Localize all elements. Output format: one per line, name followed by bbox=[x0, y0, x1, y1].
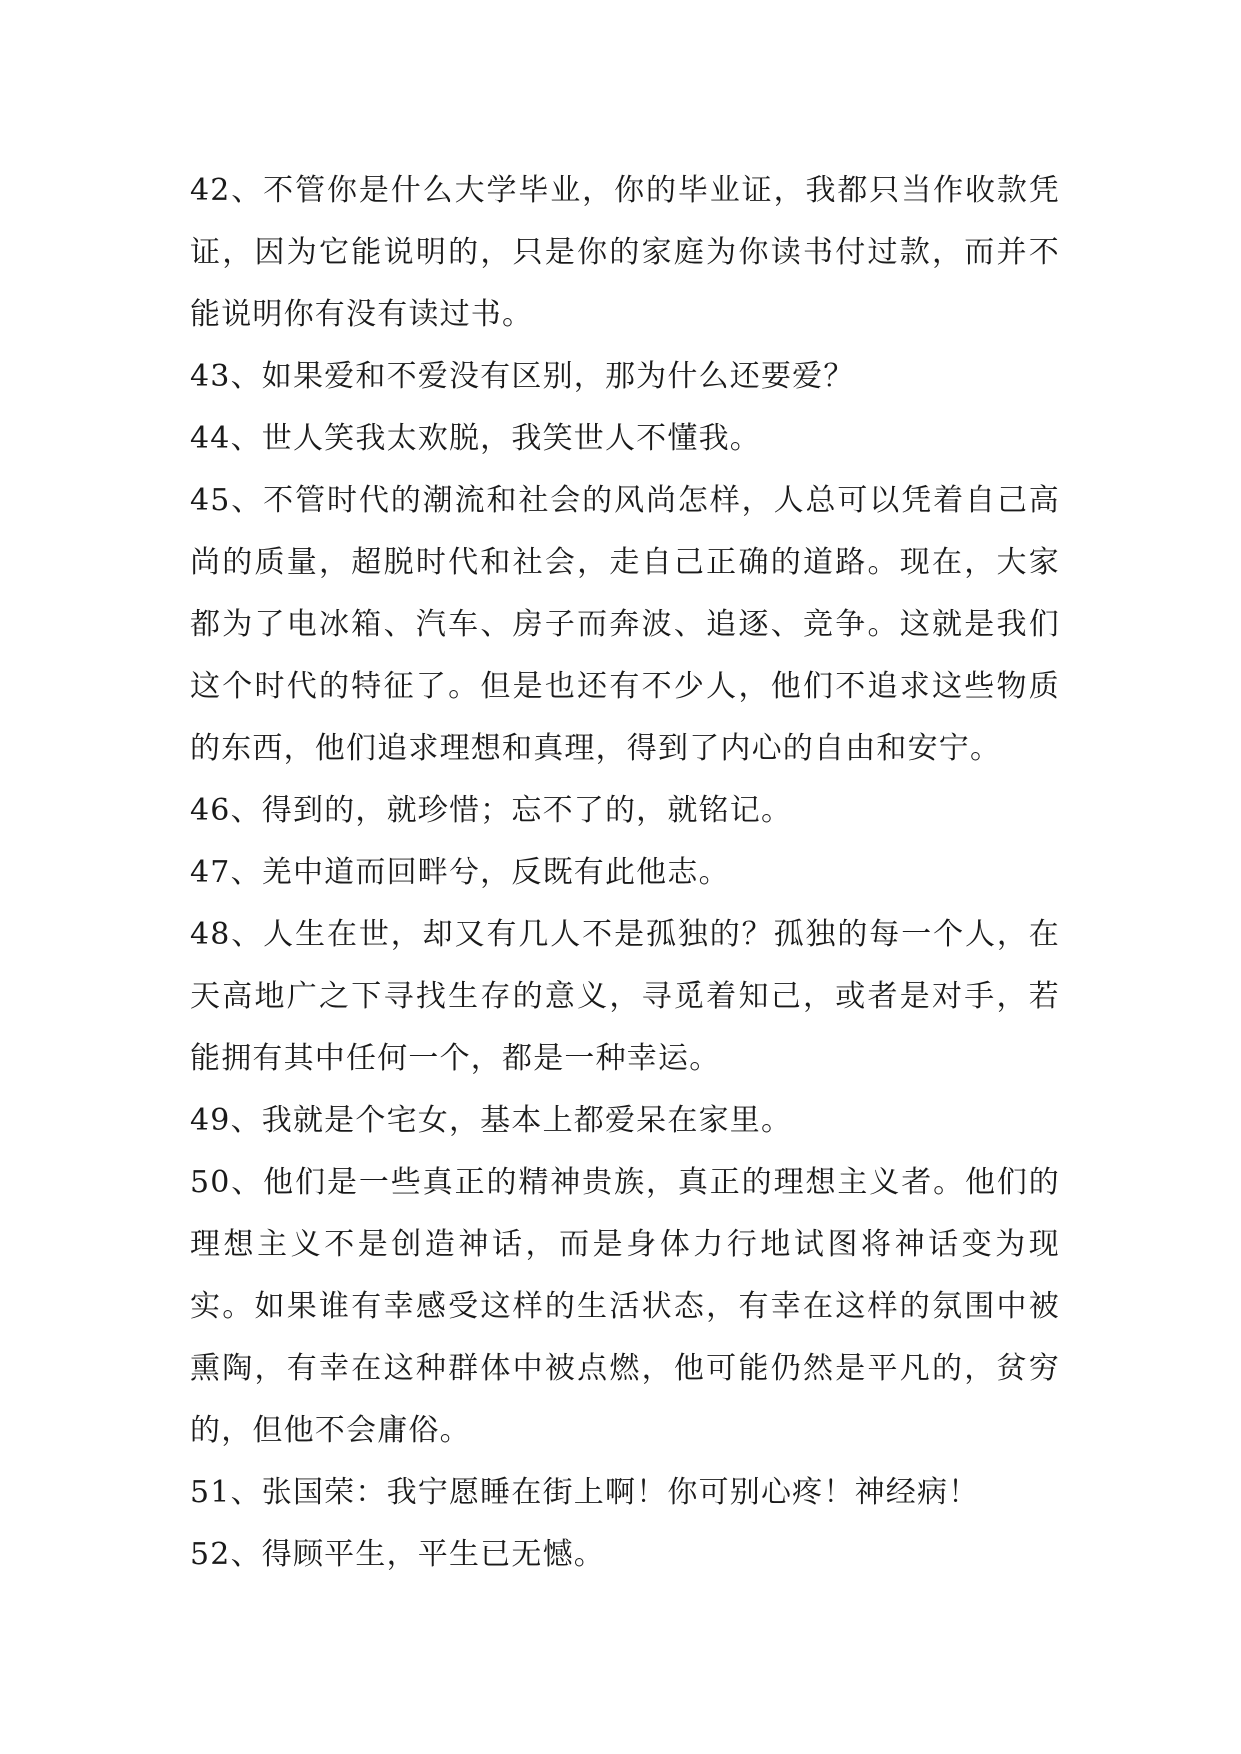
quote-paragraph-47: 47、羌中道而回畔兮，反既有此他志。 bbox=[190, 855, 730, 890]
document-body bbox=[190, 160, 1060, 1586]
quote-paragraph-42: 42、不管你是什么大学毕业，你的毕业证，我都只当作收款凭证，因为它能说明的，只是你的家庭为你读书付过款，而并不能说明你有没有读过书。 bbox=[190, 173, 1060, 332]
quote-paragraph-44: 44、世人笑我太欢脱，我笑世人不懂我。 bbox=[190, 421, 761, 456]
quote-paragraph-49: 49、我就是个宅女，基本上都爱呆在家里。 bbox=[190, 1103, 793, 1138]
quote-paragraph-43: 43、如果爱和不爱没有区别，那为什么还要爱？ bbox=[190, 359, 855, 394]
quote-paragraph-51: 51、张国荣：我宁愿睡在街上啊！你可别心疼！神经病！ bbox=[190, 1475, 980, 1510]
quote-paragraph-50: 50、他们是一些真正的精神贵族，真正的理想主义者。他们的理想主义不是创造神话，而是身体力行地试图将神话变为现实。如果谁有幸感受这样的生活状态，有幸在这样的氛围中被熏陶，有幸在这种群体中被点燃，他可能仍然是平凡的，贫穷的，但他不会庸俗。 bbox=[190, 1165, 1060, 1448]
quote-paragraph-45: 45、不管时代的潮流和社会的风尚怎样，人总可以凭着自己高尚的质量，超脱时代和社会，走自己正确的道路。现在，大家都为了电冰箱、汽车、房子而奔波、追逐、竞争。这就是我们这个时代的特征了。但是也还有不少人，他们不追求这些物质的东西，他们追求理想和真理，得到了内心的自由和安宁。 bbox=[190, 483, 1060, 766]
quote-paragraph-52: 52、得顾平生，平生已无憾。 bbox=[190, 1537, 605, 1572]
quote-paragraph-48: 48、人生在世，却又有几人不是孤独的？孤独的每一个人，在天高地广之下寻找生存的意义，寻觅着知己，或者是对手，若能拥有其中任何一个，都是一种幸运。 bbox=[190, 917, 1060, 1076]
quote-paragraph-46: 46、得到的，就珍惜；忘不了的，就铭记。 bbox=[190, 793, 793, 828]
